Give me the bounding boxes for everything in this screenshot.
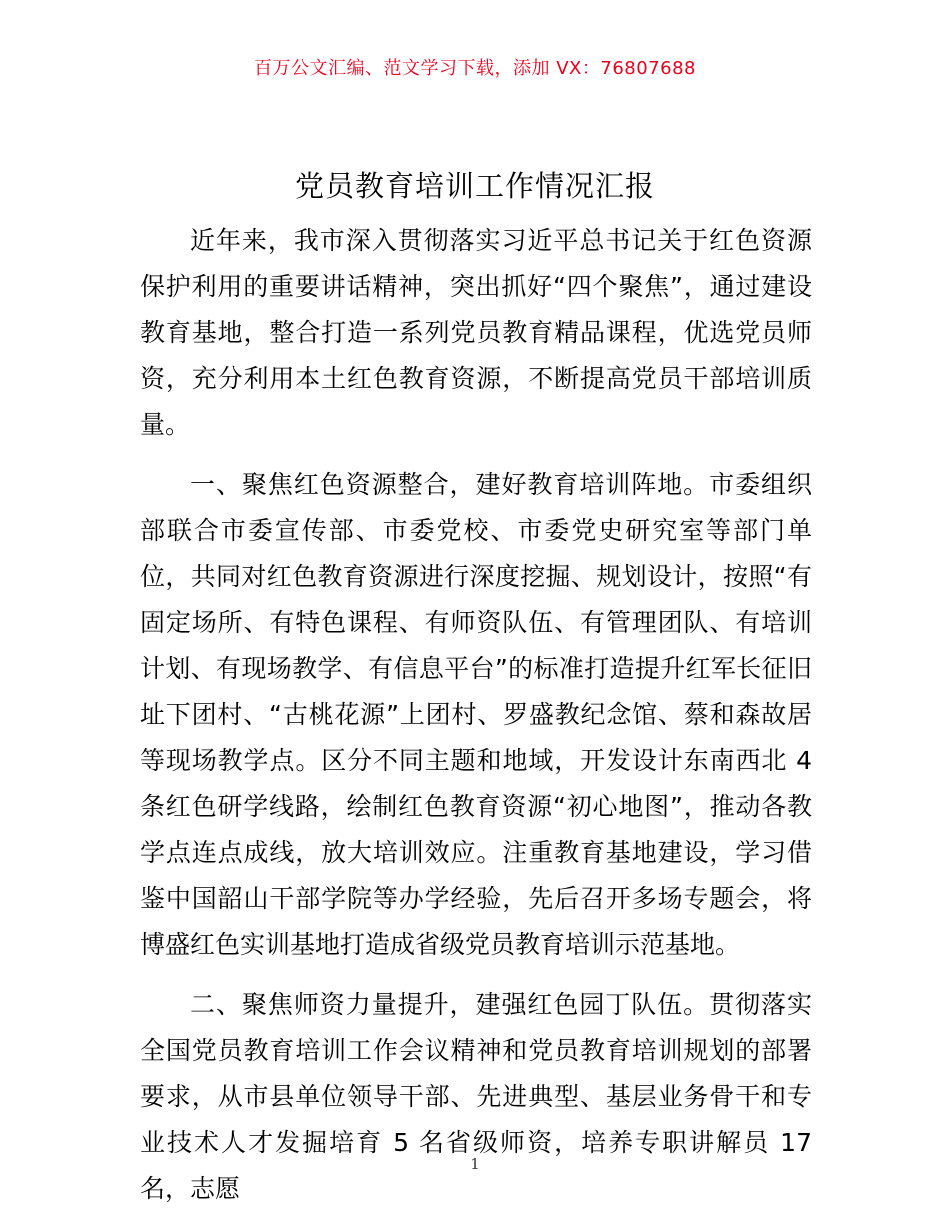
paragraph-section-two: 二、聚焦师资力量提升，建强红色园丁队伍。贯彻落实全国党员教育培训工作会议精神和党员教育培训规划的部署要求，从市县单位领导干部、先进典型、基层业务骨干和专业技术人才发掘培育 5 名省级师资，培养专职讲解员 17 名，志愿 bbox=[140, 990, 812, 1203]
page-number: 1 bbox=[470, 1155, 480, 1173]
document-title: 党员教育培训工作情况汇报 bbox=[294, 169, 655, 203]
paragraph-intro: 近年来，我市深入贯彻落实习近平总书记关于红色资源保护利用的重要讲话精神，突出抓好“四个聚焦”，通过建设教育基地，整合打造一系列党员教育精品课程，优选党员师资，充分利用本土红色教育资源，不断提高党员干部培训质量。 bbox=[140, 226, 812, 439]
document-body bbox=[140, 218, 812, 1212]
paragraph-section-one: 一、聚焦红色资源整合，建好教育培训阵地。市委组织部联合市委宣传部、市委党校、市委党史研究室等部门单位，共同对红色教育资源进行深度挖掘、规划设计，按照“有固定场所、有特色课程、有师资队伍、有管理团队、有培训计划、有现场教学、有信息平台”的标准打造提升红军长征旧址下团村、“古桃花源”上团村、罗盛教纪念馆、蔡和森故居等现场教学点。区分不同主题和地域，开发设计东南西北 4 条红色研学线路，绘制红色教育资源“初心地图”，推动各教学点连点成线，放大培训效应。注重教育基地建设，学习借鉴中国韶山干部学院等办学经验，先后召开多场专题会，将博盛红色实训基地打造成省级党员教育培训示范基地。 bbox=[140, 470, 812, 959]
header-banner: 百万公文汇编、范文学习下载，添加 VX：76807688 bbox=[254, 58, 696, 79]
